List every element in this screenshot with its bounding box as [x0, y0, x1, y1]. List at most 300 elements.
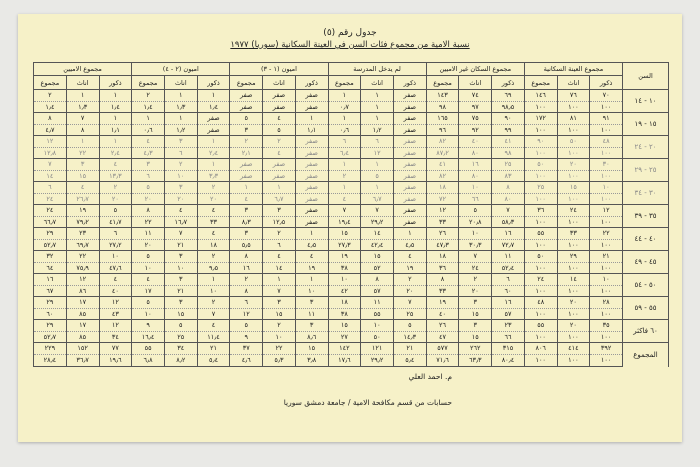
count-cell: صفر — [230, 159, 263, 171]
count-cell: ٢٣ — [66, 228, 99, 240]
count-cell: ١ — [263, 182, 296, 194]
count-cell: ٢ — [132, 90, 165, 102]
subheader-f: اناث — [66, 76, 99, 90]
count-cell: ٥٧٧ — [426, 343, 459, 355]
count-cell: ٦ — [230, 297, 263, 309]
table-row — [34, 251, 669, 263]
count-cell: ١٥ — [361, 251, 394, 263]
percent-cell: ٠٫٧ — [328, 101, 361, 113]
count-cell: ١١ — [132, 228, 165, 240]
percent-cell: ١٠٠ — [590, 124, 623, 136]
percent-cell: ١٠٠ — [524, 124, 557, 136]
count-cell: ٥ — [459, 205, 492, 217]
percent-cell: ١٠٠ — [590, 147, 623, 159]
count-cell: ١٤ — [361, 228, 394, 240]
percent-cell: ٣٣ — [426, 285, 459, 297]
percent-cell: ٨٫٢ — [164, 355, 197, 367]
percent-cell: ١٠٠ — [557, 147, 590, 159]
count-cell: ٣٤ — [164, 343, 197, 355]
count-cell: ٢ — [197, 182, 230, 194]
count-cell: ٢١ — [197, 343, 230, 355]
count-cell: ١٨ — [426, 182, 459, 194]
count-cell: ٢٩ — [34, 297, 67, 309]
count-cell: ٣ — [164, 297, 197, 309]
percent-cell: ٤٣ — [99, 308, 132, 320]
count-cell: ٤١٤ — [557, 343, 590, 355]
count-cell: ٣ — [164, 182, 197, 194]
count-cell: صفر — [295, 182, 328, 194]
count-cell: ١٥٢ — [66, 343, 99, 355]
count-cell: ١٠ — [459, 228, 492, 240]
percent-cell: ٢٧٫٣ — [328, 239, 361, 251]
percent-cell: ٦٦ — [459, 193, 492, 205]
percent-cell: صفر — [197, 124, 230, 136]
count-cell: ٧٥ — [459, 113, 492, 125]
percent-cell: ٢١ — [164, 285, 197, 297]
percent-cell: ٧ — [263, 285, 296, 297]
count-cell: ٦ — [492, 274, 525, 286]
percent-cell: ٤٫٧ — [34, 124, 67, 136]
header-illiterate-total: مجموع السكان غير الاميين — [426, 63, 524, 76]
count-cell: ٥ — [230, 320, 263, 332]
percent-cell: ٦٫٧ — [361, 193, 394, 205]
percent-cell: ١٤ — [263, 262, 296, 274]
percent-cell: ١٩ — [295, 262, 328, 274]
count-cell: ١ — [361, 113, 394, 125]
count-cell: ١٢١ — [361, 343, 394, 355]
percent-cell: ١٠٠ — [590, 308, 623, 320]
count-cell: ١٩ — [426, 297, 459, 309]
percent-cell: صفر — [393, 193, 426, 205]
count-cell: ١ — [66, 90, 99, 102]
count-cell: ٩٠ — [524, 136, 557, 148]
percent-cell: ٢٧ — [328, 331, 361, 343]
count-cell: ٢٢ — [66, 251, 99, 263]
percent-cell: ١٥ — [459, 308, 492, 320]
percent-cell: ٧١٫٦ — [426, 355, 459, 367]
percent-cell: ٦٠ — [492, 285, 525, 297]
percent-cell: ١٫٤ — [99, 101, 132, 113]
count-cell: ٥٥ — [132, 343, 165, 355]
count-cell: ٣ — [132, 159, 165, 171]
percent-cell: ٦ — [164, 147, 197, 159]
count-cell: ٢٠ — [557, 320, 590, 332]
percent-cell: ١٦٫٤ — [132, 331, 165, 343]
percent-cell: ١١٫٤ — [197, 331, 230, 343]
count-cell: ١ — [361, 159, 394, 171]
percent-cell: ٥٫٤ — [197, 355, 230, 367]
table-row — [34, 205, 669, 217]
percent-cell: ٢٠ — [164, 193, 197, 205]
percent-cell: ١٥ — [164, 308, 197, 320]
percent-cell: ١٠٠ — [524, 355, 557, 367]
percent-cell: ١ — [361, 101, 394, 113]
percent-cell: ١٦ — [230, 262, 263, 274]
percent-cell: ٨ — [230, 285, 263, 297]
subheader-f: اناث — [557, 76, 590, 90]
percent-cell: ٤٧٫٦ — [99, 262, 132, 274]
percent-cell: ٦ — [263, 239, 296, 251]
table-row — [34, 182, 669, 194]
subheader-t: مجموع — [34, 76, 67, 90]
percent-cell: صفر — [295, 147, 328, 159]
percent-cell: ٣٠٫٣ — [459, 239, 492, 251]
percent-cell: ١٠٠ — [524, 308, 557, 320]
percent-cell: ٤٧٫٣ — [426, 239, 459, 251]
count-cell: ٧ — [361, 205, 394, 217]
count-cell: ٢١ — [590, 251, 623, 263]
count-cell: ١ — [66, 136, 99, 148]
count-cell: ٣ — [263, 297, 296, 309]
percent-cell: ٤٧ — [426, 331, 459, 343]
count-cell: ٥٥ — [524, 228, 557, 240]
percent-cell: ٥٧ — [492, 308, 525, 320]
count-cell: ٤١ — [492, 136, 525, 148]
percent-cell: ٢٥ — [164, 331, 197, 343]
count-cell: ٨ — [426, 274, 459, 286]
percent-cell: ١٠٠ — [524, 193, 557, 205]
percent-cell: ٢٢ — [132, 216, 165, 228]
count-cell: ١ — [197, 274, 230, 286]
count-cell: ١٢ — [99, 297, 132, 309]
count-cell: ١ — [99, 136, 132, 148]
subheader-m: ذكور — [492, 76, 525, 90]
count-cell: ١ — [328, 182, 361, 194]
count-cell: ٨ — [132, 205, 165, 217]
count-cell: صفر — [393, 182, 426, 194]
percent-cell: ٦٦ — [492, 331, 525, 343]
percent-cell: ١٫١ — [295, 124, 328, 136]
count-cell: ١ — [164, 90, 197, 102]
count-cell: ١٥ — [557, 182, 590, 194]
percent-cell: ٨٥ — [66, 308, 99, 320]
count-cell: ١٠ — [328, 274, 361, 286]
percent-cell: ٢٠٫٨ — [459, 216, 492, 228]
percent-cell: ١٠٠ — [524, 262, 557, 274]
table-row — [34, 170, 669, 182]
percent-cell: ١٫٣ — [164, 101, 197, 113]
table-row — [34, 90, 669, 102]
header-age: السن — [623, 63, 669, 90]
percent-cell: ٥٫٥ — [230, 239, 263, 251]
percent-cell: ٣٤ — [99, 331, 132, 343]
percent-cell: ١٦٫٧ — [164, 216, 197, 228]
percent-cell: ٤٢ — [328, 285, 361, 297]
subheader-t: مجموع — [524, 76, 557, 90]
percent-cell: ٥٠ — [361, 331, 394, 343]
count-cell: صفر — [295, 159, 328, 171]
percent-cell: ١٥ — [263, 308, 296, 320]
count-cell: ٣٠ — [590, 159, 623, 171]
percent-cell: ١٩٫٤ — [328, 216, 361, 228]
count-cell: ٢٠ — [557, 297, 590, 309]
percent-cell: ٤٠ — [99, 285, 132, 297]
count-cell: ٤ — [99, 274, 132, 286]
table-row — [34, 216, 669, 228]
count-cell: ٤ — [197, 205, 230, 217]
percent-cell: ١٢٫٨ — [34, 147, 67, 159]
count-cell: ١٧٢ — [524, 113, 557, 125]
percent-cell: ٨٦ — [66, 285, 99, 297]
count-cell: ٢ — [197, 297, 230, 309]
count-cell: ١٤٢ — [328, 343, 361, 355]
percent-cell: ٦٩٫٧ — [66, 239, 99, 251]
count-cell: صفر — [393, 113, 426, 125]
count-cell: ٢ — [99, 182, 132, 194]
count-cell: ٧ — [34, 159, 67, 171]
table-row — [34, 331, 669, 343]
count-cell: ١٦ — [492, 297, 525, 309]
table-row — [34, 285, 669, 297]
percent-cell: ٨٢ — [426, 170, 459, 182]
count-cell: ٢ — [263, 320, 296, 332]
count-cell: صفر — [393, 159, 426, 171]
percent-cell: ٢٫٤ — [99, 147, 132, 159]
table-row — [34, 297, 669, 309]
count-cell: ٤٨ — [524, 297, 557, 309]
count-cell: صفر — [295, 205, 328, 217]
percent-cell: ٦٤ — [34, 262, 67, 274]
count-cell: ٢ — [197, 251, 230, 263]
table-row — [34, 113, 669, 125]
table-row — [34, 239, 669, 251]
count-cell: ٥ — [132, 182, 165, 194]
count-cell: ١٩ — [328, 251, 361, 263]
percent-cell: ١٩ — [393, 262, 426, 274]
percent-cell: ١٠٠ — [590, 355, 623, 367]
table-row — [34, 136, 669, 148]
count-cell: ٤ — [66, 182, 99, 194]
count-cell: صفر — [230, 90, 263, 102]
percent-cell: ٨ — [66, 124, 99, 136]
percent-cell: ١٠٠ — [557, 101, 590, 113]
count-cell: ٥ — [132, 251, 165, 263]
percent-cell: ١٠٠ — [557, 216, 590, 228]
count-cell: ٢ — [164, 159, 197, 171]
count-cell: ٢١ — [393, 343, 426, 355]
subheader-t: مجموع — [132, 76, 165, 90]
age-cell: ٥٠ - ٥٤ — [623, 274, 669, 297]
table-row — [34, 228, 669, 240]
count-cell: ٥ — [393, 320, 426, 332]
count-cell: ١ — [328, 90, 361, 102]
subheader-m: ذكور — [590, 76, 623, 90]
count-cell: ١٥ — [328, 228, 361, 240]
count-cell: ١ — [263, 274, 296, 286]
percent-cell: ١٣٫٣ — [99, 170, 132, 182]
percent-cell: ٤ — [230, 193, 263, 205]
age-cell: ١٥ - ١٩ — [623, 113, 669, 136]
count-cell: ٢٤ — [34, 205, 67, 217]
table-row — [34, 355, 669, 367]
percent-cell: ٣٨ — [328, 262, 361, 274]
percent-cell: ٥٢ — [361, 262, 394, 274]
count-cell: ٨٠٦ — [524, 343, 557, 355]
count-cell: ٣ — [164, 136, 197, 148]
percent-cell: ٢٨٫٤ — [34, 355, 67, 367]
percent-cell: ٤٠ — [426, 308, 459, 320]
subheader-m: ذكور — [393, 76, 426, 90]
count-cell: صفر — [295, 136, 328, 148]
count-cell: ١ — [328, 159, 361, 171]
count-cell: ١٠ — [361, 320, 394, 332]
table-row — [34, 308, 669, 320]
count-cell: ٢٢ — [263, 343, 296, 355]
count-cell: ١ — [99, 113, 132, 125]
percent-cell: ١٥ — [459, 331, 492, 343]
count-cell: ١ — [295, 274, 328, 286]
subheader-t: مجموع — [328, 76, 361, 90]
count-cell: صفر — [295, 90, 328, 102]
percent-cell: صفر — [393, 147, 426, 159]
percent-cell: ٦٣٫٣ — [459, 355, 492, 367]
table-row — [34, 147, 669, 159]
count-cell: ٧ — [393, 297, 426, 309]
table-row — [34, 274, 669, 286]
percent-cell: ١٠٠ — [557, 239, 590, 251]
count-cell: ١ — [295, 113, 328, 125]
percent-cell: ١٠ — [164, 262, 197, 274]
percent-cell: ١٠٠ — [557, 193, 590, 205]
count-cell: ٤ — [393, 251, 426, 263]
footer-author: م. احمد العلي — [408, 372, 452, 381]
count-cell: ٣ — [230, 205, 263, 217]
percent-cell: ٢٧٫٢ — [99, 239, 132, 251]
percent-cell: صفر — [393, 124, 426, 136]
count-cell: ٧٤ — [459, 90, 492, 102]
header-left-1-3: اميون (١ - ٣) — [230, 63, 328, 76]
count-cell: ٩ — [132, 320, 165, 332]
percent-cell: ٦٫٧ — [263, 193, 296, 205]
count-cell: صفر — [393, 136, 426, 148]
table-row — [34, 101, 669, 113]
percent-cell: ٩٢ — [459, 124, 492, 136]
subheader-f: اناث — [459, 76, 492, 90]
count-cell: ١ — [393, 228, 426, 240]
percent-cell: ١٠٠ — [557, 285, 590, 297]
subheader-f: اناث — [361, 76, 394, 90]
percent-cell: ١٠٠ — [557, 124, 590, 136]
percent-cell: صفر — [230, 101, 263, 113]
percent-cell: صفر — [263, 170, 296, 182]
percent-cell: ٩٨ — [426, 101, 459, 113]
count-cell: صفر — [263, 90, 296, 102]
percent-cell: ١٠٠ — [590, 170, 623, 182]
count-cell: ٧ — [164, 228, 197, 240]
percent-cell: ١٠ — [132, 308, 165, 320]
count-cell: ١٠ — [590, 182, 623, 194]
count-cell: ٣ — [164, 251, 197, 263]
percent-cell: ١٠٠ — [590, 193, 623, 205]
percent-cell: ١٠٠ — [524, 216, 557, 228]
count-cell: ٣٧ — [230, 343, 263, 355]
count-cell: ١١ — [492, 251, 525, 263]
count-cell: ٢٠ — [557, 159, 590, 171]
percent-cell: ١٠٠ — [590, 239, 623, 251]
count-cell: ٥٥ — [524, 320, 557, 332]
percent-cell: ١٨ — [197, 239, 230, 251]
percent-cell: ١٤ — [34, 170, 67, 182]
percent-cell: ٢٥ — [393, 308, 426, 320]
table-row — [34, 124, 669, 136]
count-cell: ٣ — [295, 320, 328, 332]
count-cell: ٣٩٢ — [590, 343, 623, 355]
percent-cell: ١٠٠ — [557, 170, 590, 182]
count-cell: ١٢ — [590, 205, 623, 217]
count-cell: ٥ — [230, 113, 263, 125]
percent-cell: ٧٢ — [426, 193, 459, 205]
count-cell: ٣ — [164, 274, 197, 286]
percent-cell: ١٠٠ — [524, 285, 557, 297]
table-row — [34, 193, 669, 205]
percent-cell: ١٠٠ — [590, 216, 623, 228]
count-cell: ٢٢٩ — [34, 343, 67, 355]
count-cell: ٢ — [263, 228, 296, 240]
percent-cell: ٧٥٫٩ — [66, 262, 99, 274]
count-cell: ٧ — [492, 205, 525, 217]
count-cell: ٤ — [132, 274, 165, 286]
count-cell: ٥ — [164, 320, 197, 332]
count-cell: ٧ — [459, 251, 492, 263]
percent-cell: ١٫٤ — [34, 101, 67, 113]
count-cell: ١ — [328, 113, 361, 125]
count-cell: ١ — [197, 90, 230, 102]
count-cell: ١٠ — [590, 274, 623, 286]
percent-cell: ١٫٢ — [361, 124, 394, 136]
count-cell: ٤ — [132, 136, 165, 148]
percent-cell: ٥٢٫٧ — [34, 331, 67, 343]
percent-cell: ١٠٠ — [590, 262, 623, 274]
count-cell: صفر — [393, 205, 426, 217]
percent-cell: ٩٨ — [492, 147, 525, 159]
percent-cell: ٧٩٫٢ — [66, 216, 99, 228]
count-cell: ٢٦ — [426, 228, 459, 240]
table-row — [34, 262, 669, 274]
count-cell: ١٠ — [459, 182, 492, 194]
subheader-t: مجموع — [426, 76, 459, 90]
percent-cell: ١٠ — [164, 170, 197, 182]
count-cell: ٩١ — [590, 113, 623, 125]
percent-cell: ٣٫٣ — [197, 170, 230, 182]
count-cell: ٦٩ — [492, 90, 525, 102]
footer-source: حسابات من قسم مكافحة الامية / جامعة دمشق سوريا — [283, 398, 452, 407]
count-cell: ٣ — [459, 297, 492, 309]
percent-cell: ٢٤ — [34, 193, 67, 205]
table-row — [34, 343, 669, 355]
percent-cell: ٣٫٨ — [295, 355, 328, 367]
count-cell: ١ — [230, 182, 263, 194]
count-cell: ٣٦ — [524, 205, 557, 217]
age-cell: ٣٠ - ٣٤ — [623, 182, 669, 205]
percent-cell: ٢٫١ — [230, 147, 263, 159]
count-cell: صفر — [197, 113, 230, 125]
percent-cell: ٢١ — [164, 239, 197, 251]
percent-cell: ١٫٣ — [66, 101, 99, 113]
percent-cell: ٥ — [361, 170, 394, 182]
percent-cell: ٥٨٫٣ — [492, 216, 525, 228]
percent-cell: ٤٢٫٤ — [361, 239, 394, 251]
header-sample-total: مجموع العينة السكانية — [524, 63, 622, 76]
count-cell: ٢ — [230, 136, 263, 148]
count-cell: ٧ — [66, 113, 99, 125]
percent-cell: ٨٫٣ — [230, 216, 263, 228]
percent-cell: ٩٦ — [426, 124, 459, 136]
percent-cell: صفر — [263, 101, 296, 113]
count-cell: ٢٢ — [590, 228, 623, 240]
count-cell: ٢٦٢ — [459, 343, 492, 355]
percent-cell: ٢٩٫٢ — [361, 355, 394, 367]
count-cell: ٤ — [197, 228, 230, 240]
